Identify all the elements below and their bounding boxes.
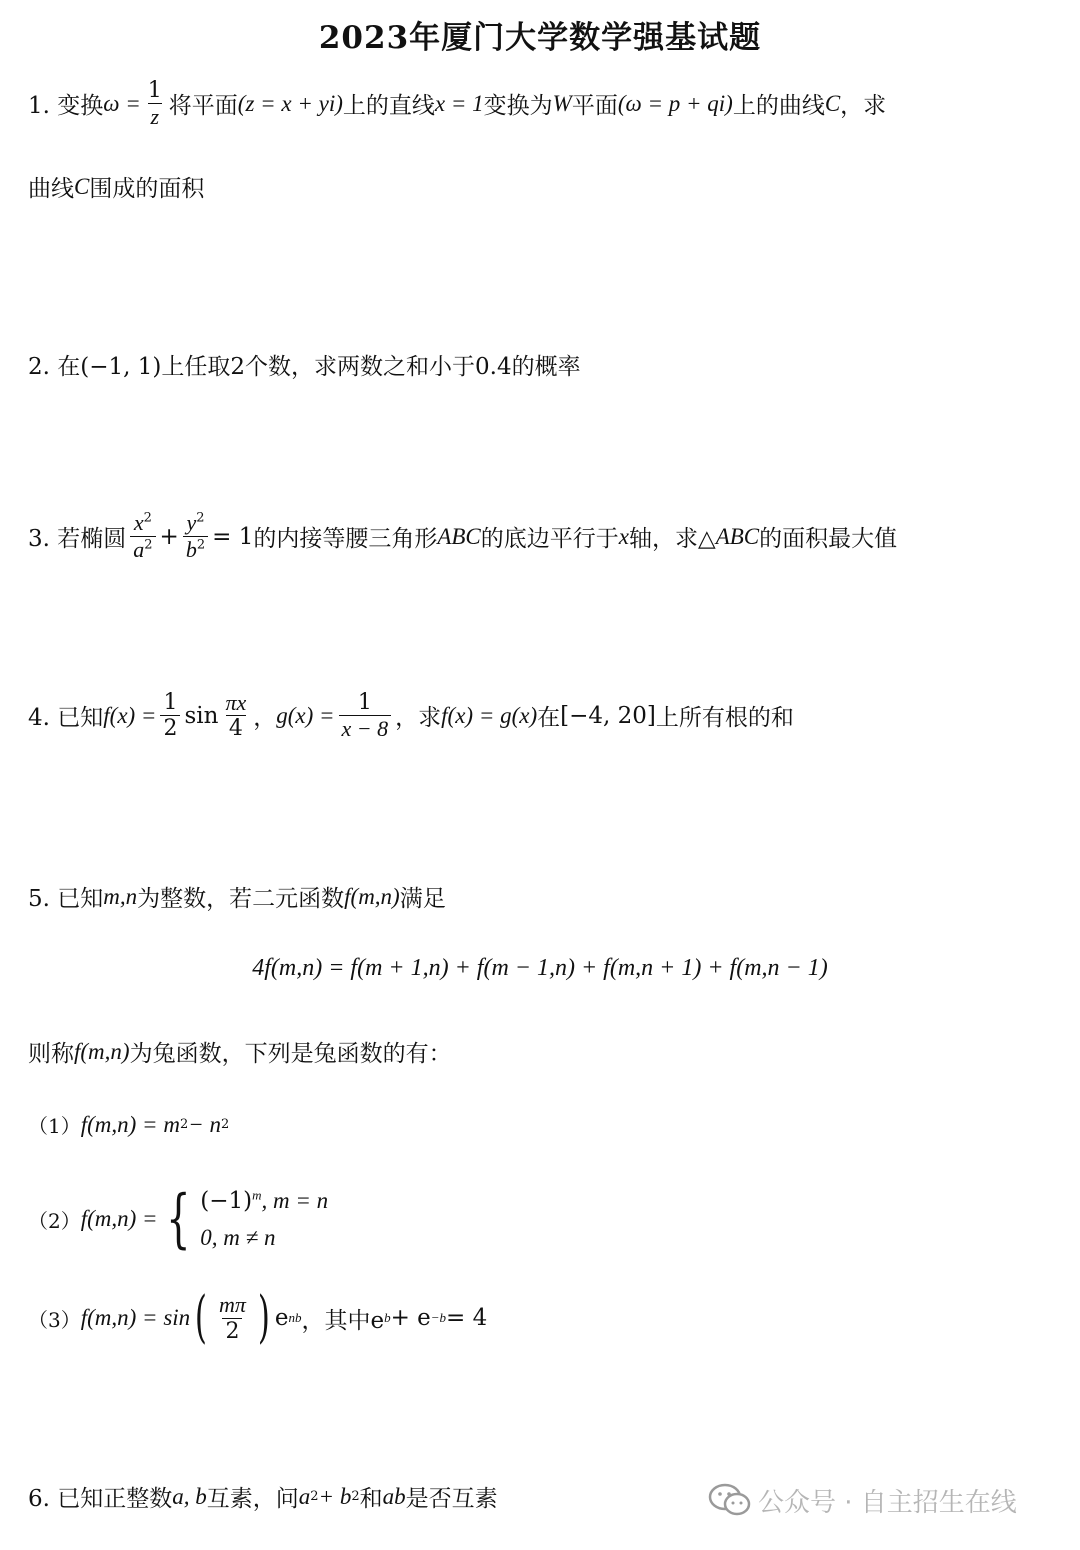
q4-text: 在 (537, 705, 561, 732)
q5-text: 为整数，若二元函数 (137, 886, 345, 912)
q1-plane-w: (ω = p + qi) (617, 90, 733, 116)
question-3 (28, 510, 897, 564)
q4-half-den: 2 (160, 715, 180, 741)
q3-y: y (186, 510, 197, 535)
q4-eq: f(x) = g(x) (441, 702, 538, 728)
q4-half (160, 690, 180, 742)
q5-opt1-mid: − n (188, 1111, 221, 1137)
q3-abc: ABC (437, 523, 481, 549)
q3-plus: + (159, 523, 179, 550)
q5-opt1-label: （1） (28, 1114, 81, 1138)
watermark-label: 公众号 · 自主招生在线 (758, 1487, 1017, 1518)
q1-text: ，求 (840, 93, 887, 120)
q5-defining-equation: 4f(m,n) = f(m + 1,n) + f(m − 1,n) + f(m,n + 1) + f(m,n − 1) (252, 955, 828, 981)
q3-text: 的底边平行于 (480, 526, 619, 553)
q3-a: a (133, 537, 145, 563)
question-5-line-3 (28, 1035, 452, 1068)
q5-text: 满足 (399, 886, 446, 912)
q5-text: 为兔函数，下列是兔函数的有： (129, 1041, 452, 1067)
q3-x-fraction: $\frac{x^2}{a^2}$ (130, 510, 155, 564)
q1-W: W (552, 90, 572, 116)
q4-g-num: 1 (357, 690, 372, 715)
q4-fx: f(x) = (103, 702, 157, 728)
q4-gx: g(x) = (276, 702, 335, 728)
q4-text: 4. 已知 (28, 705, 104, 732)
q3-x: x (133, 510, 144, 535)
q4-pix-num: πx (225, 690, 247, 715)
q1-omega: ω = (103, 90, 141, 116)
q5-opt3-num: mπ (219, 1292, 246, 1318)
q1-text: 1. 变换 (28, 93, 104, 120)
q6-ab-vars: a, b (172, 1483, 207, 1509)
question-5-line-1 (28, 880, 446, 913)
q4-text: 上所有根的和 (655, 705, 794, 732)
q1-C: C (74, 173, 90, 199)
q5-opt2-cases: $(-1)^m$, m = n 0, m ≠ n (200, 1183, 328, 1255)
q1-text: 上的曲线 (732, 93, 825, 120)
q5-text: 5. 已知 (28, 886, 104, 912)
q5-opt3-frac (216, 1292, 249, 1344)
q5-opt3-label: （3） (28, 1307, 81, 1332)
question-1-line-1 (28, 78, 886, 130)
q1-text: 曲线 (28, 176, 74, 202)
q3-text: 3. 若椭圆 (28, 526, 127, 553)
q1-text: 上的直线 (342, 93, 435, 120)
q4-sin: sin (184, 702, 219, 729)
q5-opt3-e: e (274, 1305, 289, 1331)
q1-frac-den: z (148, 103, 163, 129)
q5-opt3-tail: ，其中e (301, 1307, 385, 1334)
q1-C: C (824, 90, 841, 116)
q3-text: 的内接等腰三角形 (253, 526, 438, 553)
q5-opt2-case2: 0, m ≠ n (200, 1224, 276, 1250)
q5-opt3-lhs: f(m,n) = sin (80, 1305, 191, 1330)
question-1-line-2 (28, 170, 204, 203)
page-title: 2023年厦门大学数学强基试题 (318, 20, 762, 56)
left-brace: { (165, 1182, 191, 1257)
q5-opt2-case1: (−1) (200, 1188, 253, 1214)
q2-text: 2. 在(−1, 1)上任取2个数，求两数之和小于0.4的概率 (28, 354, 581, 380)
q1-line-eq: x = 1 (434, 90, 484, 116)
q4-g-den: x − 8 (339, 715, 392, 741)
q5-text: 则称 (28, 1041, 74, 1067)
q5-opt2-case1-cond: , m = n (261, 1188, 329, 1213)
q5-opt2-lhs: f(m,n) = (80, 1206, 158, 1232)
q5-opt3-den: 2 (222, 1318, 242, 1344)
q6-text: 互素，问 (206, 1486, 299, 1512)
q1-text: 将平面 (168, 93, 238, 120)
question-2 (28, 348, 581, 381)
q4-pix (222, 690, 249, 742)
q1-frac-num: 1 (147, 78, 162, 103)
q6-text: 和 (359, 1486, 383, 1512)
q3-eq: = 1 (212, 523, 254, 550)
q3-text: 轴，求△ (629, 526, 716, 553)
q5-opt3-eq: = 4 (446, 1305, 488, 1331)
q5-opt3-plus: + e (390, 1305, 431, 1331)
q6-ab: ab (382, 1483, 406, 1509)
right-paren: ) (257, 1285, 270, 1350)
q5-fmn: f(m,n) (74, 1038, 130, 1064)
q3-abc: ABC (715, 523, 760, 549)
question-4 (28, 690, 794, 742)
q1-text: 围成的面积 (89, 176, 205, 202)
q5-fmn: f(m,n) (344, 883, 400, 909)
q5-option-3: （3） f(m,n) = sin ( $\frac{m\pi}{2}$ ) e nb ，其中e b + e −b = 4 (28, 1285, 488, 1350)
q4-text: ，求 (395, 705, 442, 732)
q4-g-frac (339, 690, 392, 742)
q4-interval: [−4, 20] (560, 702, 656, 729)
q6-text: 是否互素 (405, 1486, 498, 1512)
q1-text: 平面 (571, 93, 618, 120)
q3-y-fraction: $\frac{y^2}{b^2}$ (183, 510, 208, 564)
q3-text: 的面积最大值 (759, 526, 898, 553)
q6-a: a (298, 1483, 311, 1509)
q3-x-axis: x (618, 523, 629, 549)
wechat-icon (708, 1482, 752, 1518)
q5-option-1: （1） f(m,n) = m 2 − n 2 (28, 1111, 230, 1138)
q1-fraction (145, 78, 165, 130)
q5-option-2 (28, 1183, 328, 1255)
wechat-watermark (708, 1475, 1017, 1525)
q1-text: 变换为 (483, 93, 553, 120)
q4-pix-den: 4 (226, 715, 246, 741)
left-paren: ( (195, 1285, 208, 1350)
q5-mn: m,n (103, 883, 138, 909)
q4-half-num: 1 (163, 690, 178, 715)
q3-b: b (185, 537, 197, 563)
q5-opt1-expr: f(m,n) = m (80, 1111, 180, 1137)
q5-opt2-label: （2） (28, 1208, 81, 1233)
q4-comma: ， (253, 705, 277, 732)
q6-text: 6. 已知正整数 (28, 1486, 173, 1512)
q6-plus-b: + b (318, 1483, 352, 1509)
q1-plane-z: (z = x + yi) (237, 90, 343, 116)
question-6: 6. 已知正整数 a, b 互素，问 a 2 + b 2 和 ab 是否互素 (28, 1480, 498, 1513)
